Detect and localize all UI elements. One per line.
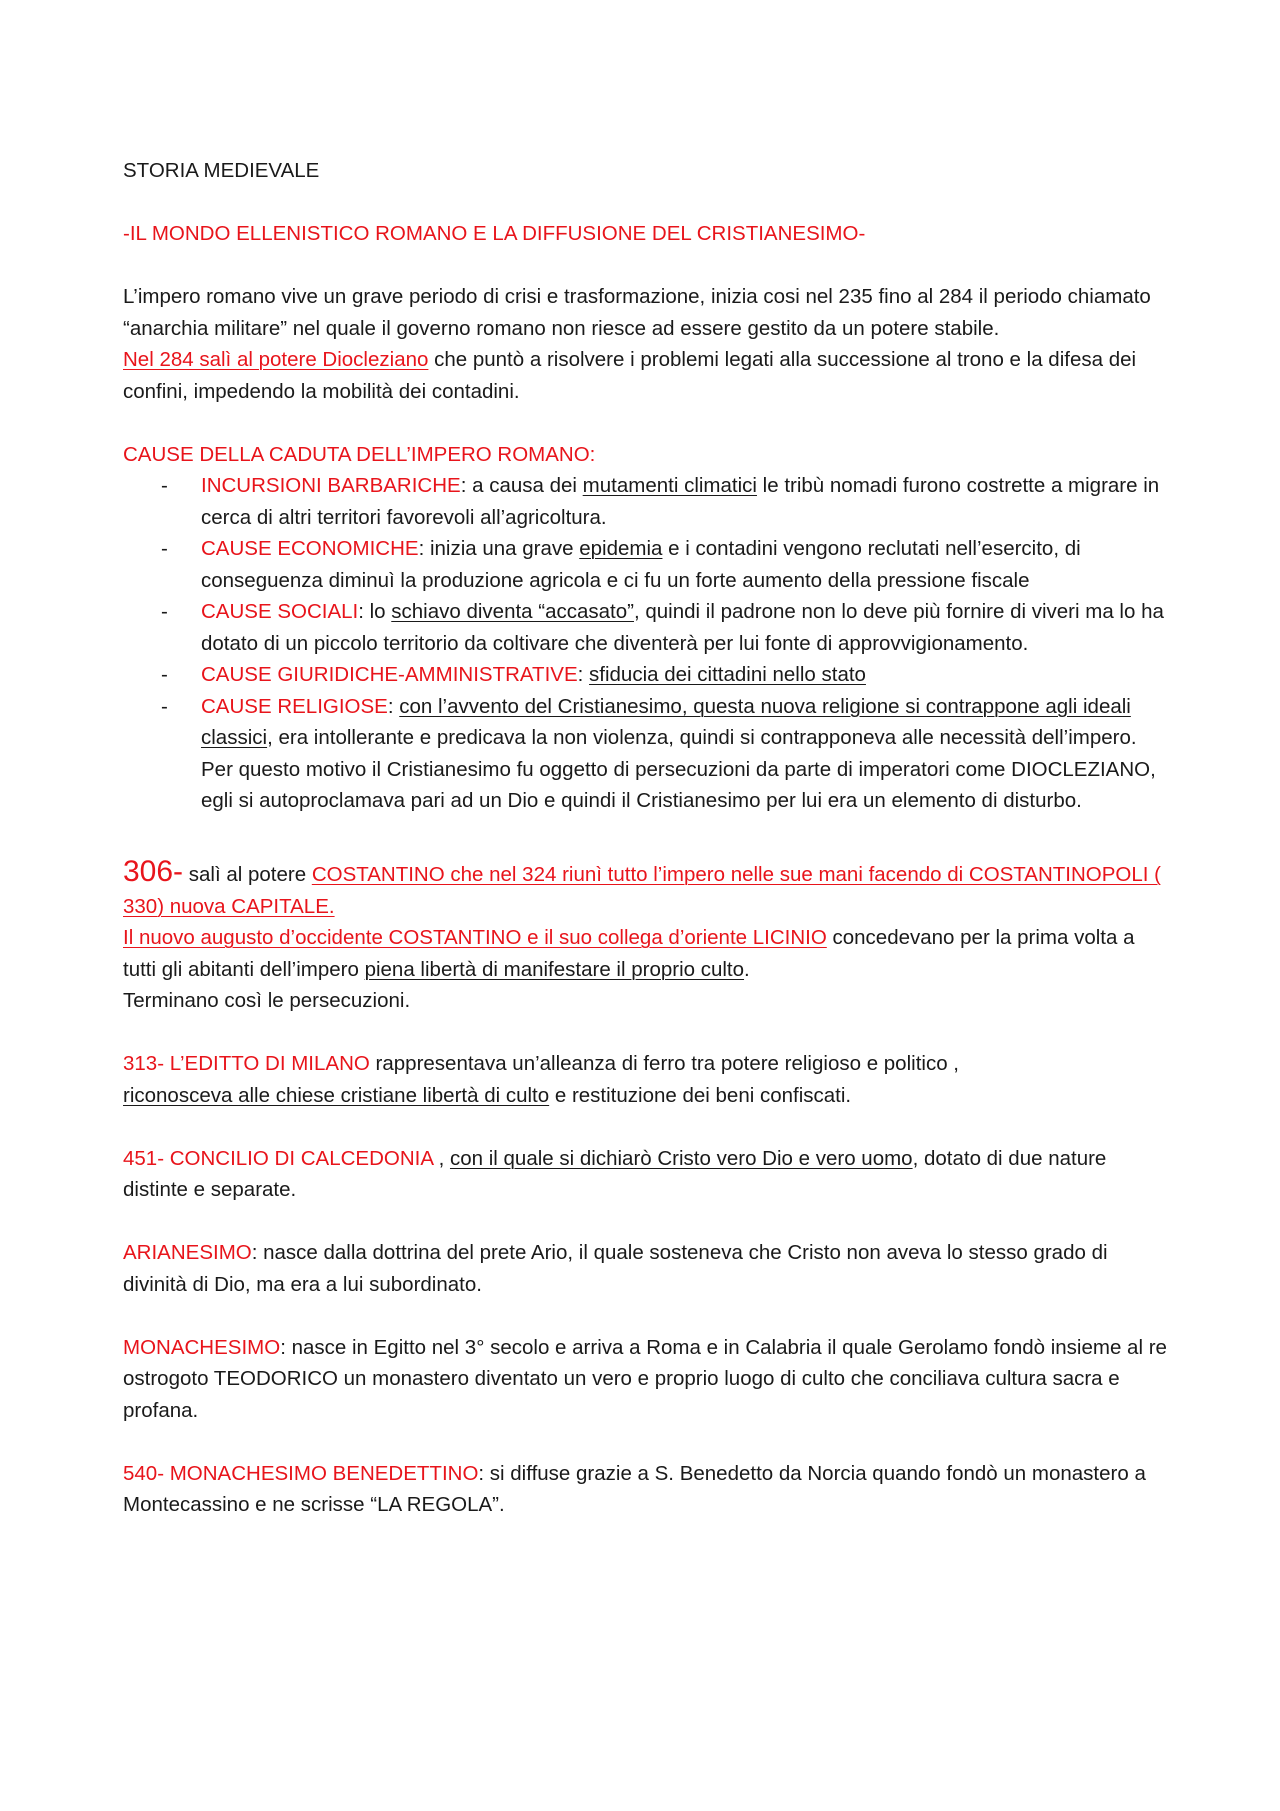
monasticism-paragraph	[123, 1332, 1168, 1427]
cause-item-religious	[123, 691, 1168, 817]
council-pre: ,	[432, 1146, 450, 1170]
cause-underlined: sfiducia dei cittadini nello stato	[589, 663, 866, 686]
council-label: 451- CONCILIO DI CALCEDONIA	[123, 1146, 433, 1170]
constantine-paragraph	[123, 856, 1168, 922]
causes-list	[123, 470, 1168, 817]
arianism-text: : nasce dalla dottrina del prete Ario, il quale sosteneva che Cristo non aveva lo stesso grado di divinità di Dio, ma era a lui subordinato.	[123, 1241, 1108, 1296]
persecutions-end: Terminano così le persecuzioni.	[123, 989, 411, 1012]
licinio-text: concedevano per la prima volta a tutti gli abitanti dell’impero	[123, 926, 1135, 981]
cause-text: :	[387, 694, 400, 718]
cause-item-social	[123, 596, 1168, 659]
cause-text: , era intollerante e predicava la non violenza, quindi si contrapponeva alle necessità dell’impero. Per questo motivo il Cristianesimo fu oggetto di persecuzioni da parte di imperatori come DIOCLEZIANO, egli si autoproclamava pari ad un Dio e quindi il Cristianesimo per lui era un elemento di disturbo.	[201, 726, 1156, 812]
cause-label: CAUSE RELIGIOSE	[201, 694, 388, 718]
council-post: , dotato di due nature distinte e separate.	[123, 1146, 1107, 1201]
council-paragraph	[123, 1143, 1168, 1206]
cause-text: : a causa dei	[460, 474, 583, 497]
intro-paragraph-2	[123, 344, 1168, 407]
cause-underlined: schiavo diventa “accasato”	[391, 600, 634, 623]
cause-label: CAUSE SOCIALI	[201, 600, 359, 623]
benedictine-text: : si diffuse grazie a S. Benedetto da Norcia quando fondò un monastero a Montecassino e ne scrisse “LA REGOLA”.	[123, 1461, 1146, 1516]
edict-paragraph-2	[123, 1080, 1168, 1112]
cause-text: : lo	[358, 600, 392, 623]
licinio-paragraph	[123, 922, 1168, 985]
constantine-highlight: COSTANTINO che nel 324 riunì tutto l’impero nelle sue mani facendo di COSTANTINOPOLI ( 330) nuova CAPITALE.	[123, 863, 1161, 918]
cause-label: CAUSE ECONOMICHE	[201, 537, 419, 560]
section-heading: -IL MONDO ELLENISTICO ROMANO E LA DIFFUSIONE DEL CRISTIANESIMO-	[123, 222, 866, 245]
constantine-section	[123, 856, 1168, 1017]
cause-text: : inizia una grave	[418, 537, 580, 560]
bullet-dash: -	[161, 663, 168, 686]
bullet-dash: -	[161, 694, 168, 718]
cause-text: , quindi il padrone non lo deve più fornire di viveri ma lo ha dotato di un piccolo territorio da coltivare che diventerà per lui fonte di approvvigionamento.	[201, 600, 1164, 655]
cause-label: CAUSE GIURIDICHE-AMMINISTRATIVE	[201, 663, 578, 686]
edict-paragraph	[123, 1048, 1168, 1080]
freedom-underlined: piena libertà di manifestare il proprio culto	[364, 957, 745, 981]
cause-text: :	[577, 663, 590, 686]
cause-item-barbarian	[123, 470, 1168, 533]
cause-underlined: epidemia	[579, 537, 663, 560]
benedictine-paragraph	[123, 1458, 1168, 1521]
cause-item-legal	[123, 659, 1168, 691]
intro-paragraph-2-text: che puntò a risolvere i problemi legati alla successione al trono e la difesa dei confini, impedendo la mobilità dei contadini.	[123, 348, 1137, 403]
licinio-highlight: Il nuovo augusto d’occidente COSTANTINO e il suo collega d’oriente LICINIO	[123, 926, 827, 949]
benedictine-label: 540- MONACHESIMO BENEDETTINO	[123, 1461, 479, 1485]
cause-underlined: con l’avvento del Cristianesimo, questa nuova religione si contrappone agli ideali classici	[201, 694, 1131, 749]
cause-text: e i contadini vengono reclutati nell’esercito, di conseguenza diminuì la produzione agricola e ci fu un forte aumento della pressione fiscale	[201, 537, 1081, 592]
document-page	[123, 155, 1168, 1521]
year-306: 306-	[123, 855, 184, 888]
intro-paragraph-1: L’impero romano vive un grave periodo di crisi e trasformazione, inizia cosi nel 235 fino al 284 il periodo chiamato “anarchia militare” nel quale il governo romano non riesce ad essere gestito da un potere stabile.	[123, 285, 1151, 340]
edict-underlined: riconosceva alle chiese cristiane libertà di culto	[123, 1083, 550, 1107]
causes-heading: CAUSE DELLA CADUTA DELL’IMPERO ROMANO:	[123, 442, 596, 466]
cause-item-economic	[123, 533, 1168, 596]
monasticism-text: : nasce in Egitto nel 3° secolo e arriva a Roma e in Calabria il quale Gerolamo fondò insieme al re ostrogoto TEODORICO un monastero diventato un vero e proprio luogo di culto che conciliava cultura sacra e profana.	[123, 1335, 1167, 1422]
bullet-dash: -	[161, 600, 168, 623]
constantine-text: salì al potere	[183, 863, 312, 886]
cause-underlined: mutamenti climatici	[582, 474, 757, 497]
edict-text: rappresentava un’alleanza di ferro tra potere religioso e politico ,	[369, 1052, 959, 1075]
monasticism-label: MONACHESIMO	[123, 1335, 281, 1359]
licinio-end: .	[744, 957, 750, 981]
document-title: STORIA MEDIEVALE	[123, 159, 320, 182]
council-underlined: con il quale si dichiarò Cristo vero Dio e vero uomo	[449, 1146, 913, 1170]
bullet-dash: -	[161, 537, 168, 560]
arianism-label: ARIANESIMO	[123, 1241, 252, 1264]
cause-label: INCURSIONI BARBARICHE	[201, 474, 461, 497]
edict-label: 313- L’EDITTO DI MILANO	[123, 1052, 370, 1075]
diocleziano-highlight: Nel 284 salì al potere Diocleziano	[123, 348, 429, 371]
arianism-paragraph	[123, 1237, 1168, 1300]
edict-post: e restituzione dei beni confiscati.	[549, 1083, 852, 1107]
bullet-dash: -	[161, 474, 168, 497]
cause-text: le tribù nomadi furono costrette a migrare in cerca di altri territori favorevoli all’agricoltura.	[201, 474, 1160, 529]
